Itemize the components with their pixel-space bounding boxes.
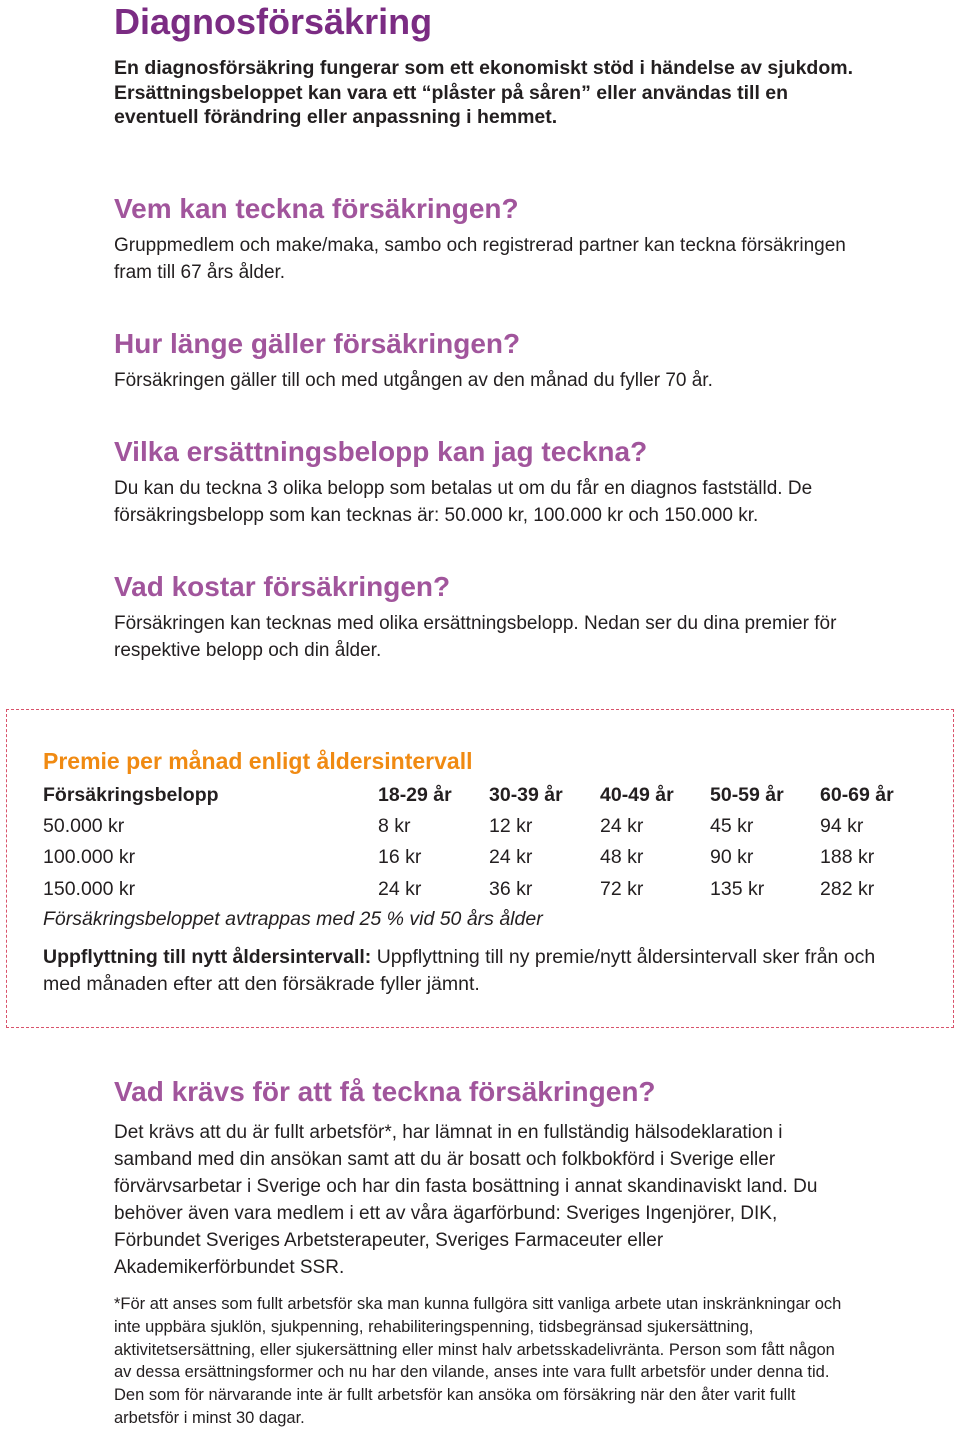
upgrade-paragraph bbox=[43, 944, 913, 998]
section-text: Försäkringen gäller till och med utgången av den månad du fyller 70 år. bbox=[114, 370, 713, 391]
table-cell: 150.000 kr bbox=[43, 877, 136, 900]
section-heading: Vad krävs för att få teckna försäkringen? bbox=[114, 1076, 656, 1107]
section-heading: Hur länge gäller försäkringen? bbox=[114, 328, 521, 359]
section-text: Gruppmedlem och make/maka, sambo och registrerad partner kan teckna försäkringen fram till 67 års ålder. bbox=[114, 235, 846, 283]
premium-table bbox=[43, 780, 930, 905]
table-cell: 282 kr bbox=[820, 877, 875, 900]
section-heading: Vad kostar försäkringen? bbox=[114, 571, 451, 602]
section-validity bbox=[114, 327, 874, 394]
table-cell: 90 kr bbox=[710, 846, 754, 869]
column-header: 30-39 år bbox=[489, 784, 563, 807]
section-who-can-sign bbox=[114, 192, 874, 286]
table-cell: 12 kr bbox=[489, 815, 533, 838]
table-header-row bbox=[43, 780, 930, 811]
table-cell: 94 kr bbox=[820, 815, 864, 838]
upgrade-text: Uppflyttning till ny premie/nytt åldersintervall sker från och med månaden efter att den försäkrade fyller jämnt. bbox=[43, 946, 876, 995]
premium-box-title: Premie per månad enligt åldersintervall bbox=[43, 748, 473, 774]
requirements-text: Det krävs att du är fullt arbetsför*, har lämnat in en fullständig hälsodeklaration i samband med din ansökan samt att du är bosatt och folkbokförd i Sverige eller förvärvsarbetar i Sverige och har din fasta bosättning i annat skandinaviskt land. Du behöver även vara medlem i ett av våra ägarförbund: Sveriges Ingenjörer, DIK, Förbundet Sveriges Arbetsterapeuter, Sveriges Farmaceuter eller Akademikerförbundet SSR. bbox=[114, 1122, 818, 1278]
table-cell: 48 kr bbox=[600, 846, 644, 869]
table-row bbox=[43, 874, 930, 905]
premium-box bbox=[6, 709, 954, 1028]
table-cell: 16 kr bbox=[378, 846, 422, 869]
column-header: 40-49 år bbox=[600, 784, 674, 807]
table-row bbox=[43, 842, 930, 873]
premium-note: Försäkringsbeloppet avtrappas med 25 % vid 50 års ålder bbox=[43, 908, 543, 930]
table-cell: 72 kr bbox=[600, 877, 644, 900]
table-cell: 188 kr bbox=[820, 846, 875, 869]
page-title: Diagnosförsäkring bbox=[114, 1, 433, 42]
table-row bbox=[43, 811, 930, 842]
table-cell: 135 kr bbox=[710, 877, 765, 900]
table-cell: 24 kr bbox=[489, 846, 533, 869]
section-cost bbox=[114, 570, 874, 664]
upgrade-label: Uppflyttning till nytt åldersintervall: bbox=[43, 946, 372, 968]
section-heading: Vem kan teckna försäkringen? bbox=[114, 193, 519, 224]
column-header: Försäkringsbelopp bbox=[43, 784, 219, 807]
section-text: Du kan du teckna 3 olika belopp som betalas ut om du får en diagnos fastställd. De försäkringsbelopp som kan tecknas är: 50.000 kr, 100.000 kr och 150.000 kr. bbox=[114, 478, 813, 526]
table-cell: 36 kr bbox=[489, 877, 533, 900]
table-cell: 100.000 kr bbox=[43, 846, 136, 869]
column-header: 50-59 år bbox=[710, 784, 784, 807]
requirements-footnote: *För att anses som fullt arbetsför ska man kunna fullgöra sitt vanliga arbete utan inskränkningar och inte uppbära sjuklön, sjukpenning, rehabiliteringspenning, tidsbegränsad sjukersättning, aktivitetsersättning, eller sjukersättning eller minst halv arbetsskadelivränta. Person som fått någon av dessa ersättningsformer och nu har den vilande, anses inte vara fullt arbetsför under denna tid. Den som för närvarande inte är fullt arbetsför kan ansöka om försäkring när den åter varit fullt arbetsför i minst 30 dagar. bbox=[114, 1295, 842, 1427]
table-cell: 50.000 kr bbox=[43, 815, 125, 838]
table-cell: 45 kr bbox=[710, 815, 754, 838]
section-requirements bbox=[114, 1075, 844, 1430]
section-text: Försäkringen kan tecknas med olika ersättningsbelopp. Nedan ser du dina premier för respektive belopp och din ålder. bbox=[114, 613, 837, 661]
column-header: 18-29 år bbox=[378, 784, 452, 807]
section-heading: Vilka ersättningsbelopp kan jag teckna? bbox=[114, 436, 648, 467]
table-cell: 24 kr bbox=[600, 815, 644, 838]
table-cell: 8 kr bbox=[378, 815, 411, 838]
table-cell: 24 kr bbox=[378, 877, 422, 900]
intro-text: En diagnosförsäkring fungerar som ett ekonomiskt stöd i händelse av sjukdom. Ersättningsbeloppet kan vara ett “plåster på såren” eller användas till en eventuell förändring eller anpassning i hemmet. bbox=[114, 57, 853, 128]
column-header: 60-69 år bbox=[820, 784, 894, 807]
section-amounts bbox=[114, 435, 874, 529]
